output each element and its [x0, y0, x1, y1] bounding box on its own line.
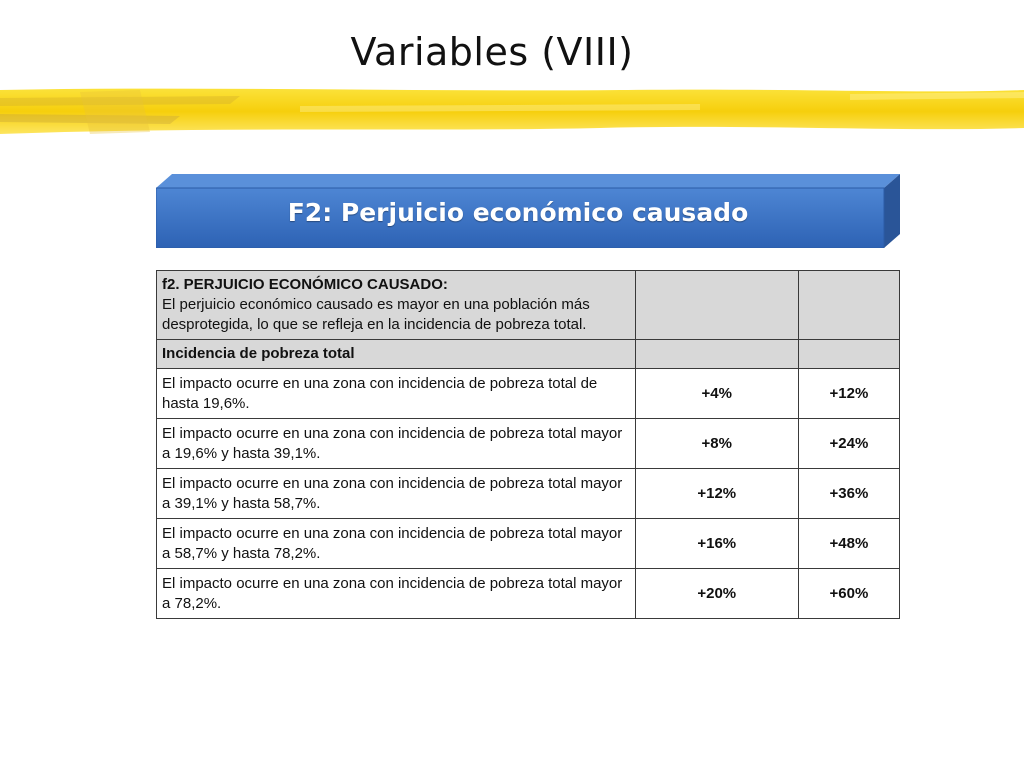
criterion-cell: El impacto ocurre en una zona con incidencia de pobreza total mayor a 39,1% y hasta 58,7%.	[157, 469, 636, 519]
value-2-cell: +36%	[798, 469, 899, 519]
criteria-table	[156, 270, 900, 619]
slide-title: Variables (VIII)	[350, 30, 634, 74]
header-empty-cell	[635, 271, 798, 340]
header-description-cell	[157, 271, 636, 340]
value-2-cell: +12%	[798, 369, 899, 419]
header-title: f2. PERJUICIO ECONÓMICO CAUSADO:	[162, 276, 448, 293]
value-2-cell: +48%	[798, 519, 899, 569]
header-empty-cell	[798, 271, 899, 340]
value-1-cell: +8%	[635, 419, 798, 469]
value-1-cell: +4%	[635, 369, 798, 419]
table-row	[157, 419, 900, 469]
banner-title: F2: Perjuicio económico causado	[287, 198, 749, 227]
yellow-brush-stroke	[0, 84, 1024, 140]
table-row	[157, 469, 900, 519]
subheader-empty-cell	[798, 340, 899, 369]
value-2-cell: +24%	[798, 419, 899, 469]
value-2-cell: +60%	[798, 569, 899, 619]
criterion-cell: El impacto ocurre en una zona con incidencia de pobreza total mayor a 58,7% y hasta 78,2%.	[157, 519, 636, 569]
subheader-empty-cell	[635, 340, 798, 369]
value-1-cell: +20%	[635, 569, 798, 619]
value-1-cell: +12%	[635, 469, 798, 519]
table-header-row	[157, 271, 900, 340]
subheader-label: Incidencia de pobreza total	[162, 345, 355, 362]
table-row	[157, 519, 900, 569]
subheader-cell	[157, 340, 636, 369]
table-row	[157, 569, 900, 619]
criterion-cell: El impacto ocurre en una zona con incidencia de pobreza total mayor a 78,2%.	[157, 569, 636, 619]
header-description: El perjuicio económico causado es mayor en una población más desprotegida, lo que se refleja en la incidencia de pobreza total.	[162, 296, 590, 333]
table-row	[157, 369, 900, 419]
criterion-cell: El impacto ocurre en una zona con incidencia de pobreza total mayor a 19,6% y hasta 39,1%.	[157, 419, 636, 469]
value-1-cell: +16%	[635, 519, 798, 569]
table-subheader-row	[157, 340, 900, 369]
criterion-cell: El impacto ocurre en una zona con incidencia de pobreza total de hasta 19,6%.	[157, 369, 636, 419]
